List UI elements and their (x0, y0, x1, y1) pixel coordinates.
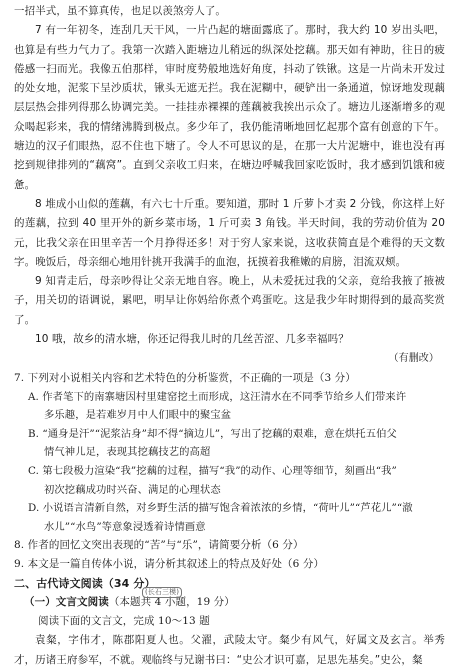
passage-paragraph-9: 9 知青走后，母亲吵得让父亲无地自容。晚上，从未爱抚过我的父亲，竟给我掖了掖被子，用关切的语调说，累吧，明早让你妈给你煮个鸡蛋吃。这是我少年时期得到的最高奖赏了。 (14, 275, 445, 326)
question-7: 7. 下列对小说相关内容和艺术特色的分析鉴赏，不正确的一项是（3 分） (14, 371, 356, 384)
question-7-option-a-cont: 多乐趣，是若难岁月中人们眼中的聚宝盆 (44, 409, 232, 422)
question-8: 8. 作者的回忆文突出表现的“苦”与“乐”，请简要分析（6 分） (14, 539, 304, 552)
question-7-option-d: D. 小说语言清新自然，对乡野生活的描写饱含着浓浓的乡情，“荷叶儿”“芦花儿”“澈 (28, 502, 413, 515)
source-note: （有删改） (388, 353, 439, 365)
question-7-option-b-cont: 情气神儿足，表现其挖藕技艺的高超 (44, 446, 211, 459)
question-9: 9. 本文是一篇自传体小说，请分析其叙述上的特点及好处（6 分） (14, 558, 325, 571)
subsection-detail: （本题共 4 小题，19 分） (108, 596, 235, 609)
question-7-option-c-cont: 初次挖藕成功时兴奋、满足的心理状态 (44, 483, 221, 496)
section-title: 二、古代诗文阅读（34 分） (14, 577, 156, 591)
passage-paragraph-8: 8 堆成小山似的莲藕，有六七十斤重。要知道，那时 1 斤萝卜才卖 2 分钱，你这样上好的莲藕，拉到 40 里开外的新乡菜市场，1 斤可卖 3 角钱。半天时间，我的劳动价值为 20 元，比我父亲在田里辛苦一个月挣得还多！对于穷人家来说，这收获简直是个难得的天文数字。晚饭后，母亲细心地用针挑开我满手的血泡，抚摸着我稚嫩的肩膀，泪流双颊。 (14, 197, 445, 268)
classical-text: 袁粲，字伟才，陈郡阳夏人也。父濯，武陵太守。粲少有风气，好属文及玄言。举秀才，历诸王府参军，不就。观临终与兄谢书曰：“史公才识可嘉，足思先基矣。”史公，粲 (14, 634, 445, 666)
passage-paragraph-10: 10 哦，故乡的清水塘，你还记得我儿时的几丝苦涩、几多幸福吗？ (35, 333, 349, 346)
passage-paragraph-0: 一招半式，虽不算真传，也足以羡煞旁人了。 (14, 5, 226, 17)
subsection-label: （一）文言文阅读 (24, 596, 109, 609)
question-7-option-b: B. “通身是汗”“泥浆沾身”却不得“摘边儿”，写出了挖藕的艰难，意在烘托五伯父 (28, 427, 397, 440)
question-7-option-c: C. 第七段极力渲染“我”挖藕的过程，描写“我”的动作、心理等细节，刻画出“我” (28, 465, 397, 478)
question-7-option-d-cont: 水儿”“水鸟”等意象浸透着诗情画意 (44, 520, 206, 533)
subsection-title (14, 588, 445, 612)
reading-instruction: 阅读下面的文言文，完成 10～13 题 (38, 615, 210, 628)
handwritten-note: (长石三模) (142, 587, 182, 598)
passage-paragraph-7: 7 有一年初冬，连刮几天干风，一片凸起的塘面露底了。那时，我大约 10 岁出头吧，也算是有些力气力了。我第一次踏入距塘边儿稍远的纵深处挖藕。那天如有神助，往日的疲倦感一扫而光。我像五伯那样，审时度势般地选好角度，抖动了铁锹。这是一片尚未开发过的处女地，泥浆下呈沙质状，锹头无遮无拦。我在泥糊中，硬铲出一条通道，惊讶地发现藕层层热会排列得那么协调完美。一挂挂赤裸裸的莲藕被我挨出示众了。塘边儿逐渐增多的观众喝起彩来，我的情绪沸腾到极点。多少年了，我仍能清晰地回忆起那个富有创意的下午。塘边的汉子们眼热，忍不住也下塘了。令人不可思议的是，在那一大片泥塘中，谁也没有再挖到规律排列的“藕窝”。直到父亲收工归来，在塘边呼喊我回家吃饭时，我才感到饥饿和疲惫。 (14, 24, 445, 191)
question-7-option-a: A. 作者笔下的南寨塘因村里建窑挖土而形成，这汪清水在不同季节给乡人们带来许 (28, 390, 407, 403)
